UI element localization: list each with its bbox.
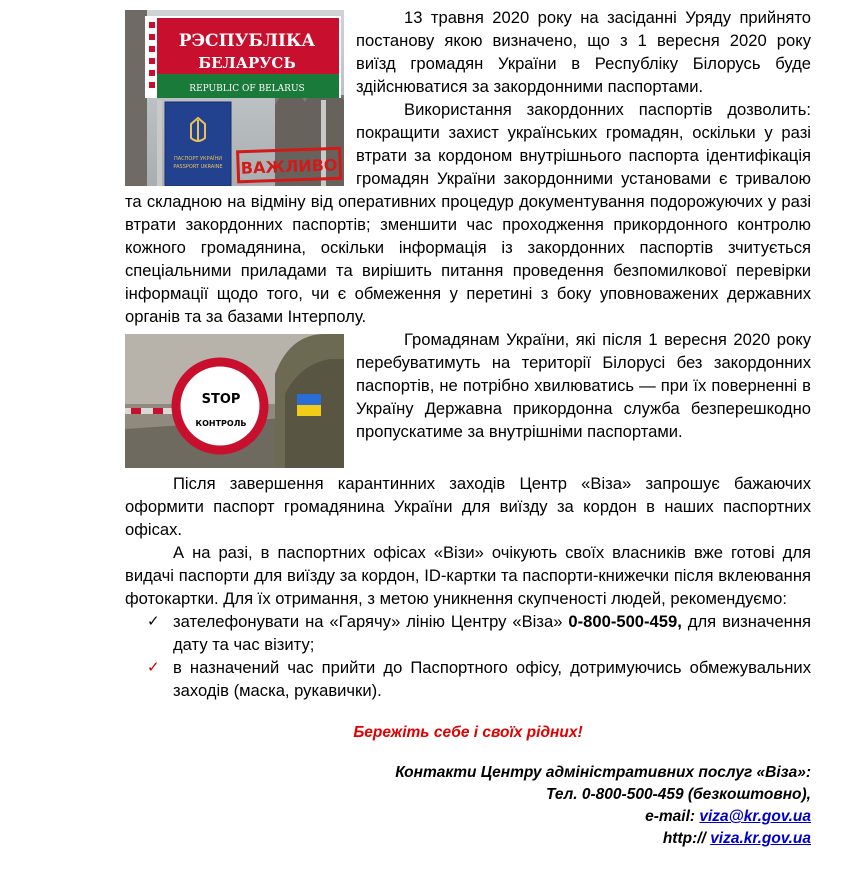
checkmark-icon: ✓	[147, 658, 160, 676]
ukraine-flag-icon	[297, 394, 321, 405]
list-item-1-text: зателефонувати на «Гарячу» лінію Центру «Віза»	[173, 612, 563, 631]
passport-text-line1: ПАСПОРТ УКРАЇНИ	[173, 156, 223, 162]
contacts-email-line	[125, 806, 811, 828]
belarus-border-photo	[125, 10, 344, 186]
list-item	[147, 610, 811, 656]
sign-title-line2: БЕЛАРУСЬ	[198, 54, 296, 72]
list-item	[147, 656, 811, 702]
document-page	[125, 6, 811, 850]
stop-sign-text: STOP	[201, 392, 241, 407]
contacts-web-line	[125, 828, 811, 850]
contacts-block	[125, 762, 811, 850]
web-label: http://	[662, 830, 706, 847]
paragraph-1: 13 травня 2020 року на засіданні Уряду прийнято постанову якою визначено, що з 1 вересня 2020 року виїзд громадян України в Республіку Білорусь буде здійснюватися за закордонними паспортами.	[356, 8, 811, 96]
contacts-title: Контакти Центру адміністративних послуг «Віза»:	[395, 764, 811, 781]
sign-subtitle: REPUBLIC OF BELARUS	[189, 84, 305, 94]
paragraph-4: Після завершення карантинних заходів Центр «Віза» запрошує бажаючих оформити паспорт громадянина України для виїзду за кордон в наших паспортних офісах.	[125, 474, 811, 539]
slogan: Бережіть себе і своїх рідних!	[353, 724, 583, 741]
passport-text-line2: PASSPORT UKRAINE	[173, 164, 223, 170]
website-link[interactable]: viza.kr.gov.ua	[710, 830, 811, 847]
list-item-1-tail: для визначення дату та час візиту;	[173, 612, 811, 654]
email-label: e-mail:	[645, 808, 696, 825]
checkmark-icon: ✓	[147, 612, 160, 630]
contacts-phone: Тел. 0-800-500-459 (безкоштовно),	[545, 786, 811, 803]
recommendations-list	[125, 610, 811, 702]
paragraph-5: А на разі, в паспортних офісах «Візи» очікують своїх власників вже готові для видачі паспорти для виїзду за кордон, ID-картки та паспорти-книжечки після вклеювання фотокартки. Для їх отримання, з метою уникнення скупченості людей, рекомендуємо:	[125, 543, 811, 608]
stop-control-photo	[125, 334, 344, 468]
paragraph-3: Громадянам України, які після 1 вересня 2020 року перебуватимуть на території Білорусі без закордонних паспортів, не потрібно хвилюватись — при їх поверненні в Україну Державна прикордонна служба безперешкодно пропускатиме за внутрішніми паспортами.	[356, 330, 811, 441]
paragraph-2: Використання закордонних паспортів дозволить: покращити захист українських громадян, оскільки у разі втрати за кордоном внутрішнього паспорта ідентифікація громадян України закордонними установами є тривалою та складною на відміну від оперативних процедур документування подорожуючих у разі втрати закордонних паспортів; зменшити час проходження прикордонного контролю кожного громадянина, оскільки інформація із закордонних паспортів зчитується спеціальними приладами та вирішить питання проведення безпомилкової перевірки інформації щодо того, чи є обмеження у перетині з боку уповноважених державних органів та за базами Інтерполу.	[125, 100, 811, 326]
control-text: КОНТРОЛЬ	[195, 419, 247, 428]
email-link[interactable]: viza@kr.gov.ua	[699, 808, 811, 825]
hotline-phone: 0-800-500-459,	[568, 612, 682, 631]
list-item-2-text: в назначений час прийти до Паспортного офісу, дотримуючись обмежувальних заходів (маска, рукавички).	[173, 658, 811, 700]
sign-title-line1: РЭСПУБЛІКА	[178, 31, 316, 51]
stamp-important: ВАЖЛИВО	[240, 155, 338, 178]
